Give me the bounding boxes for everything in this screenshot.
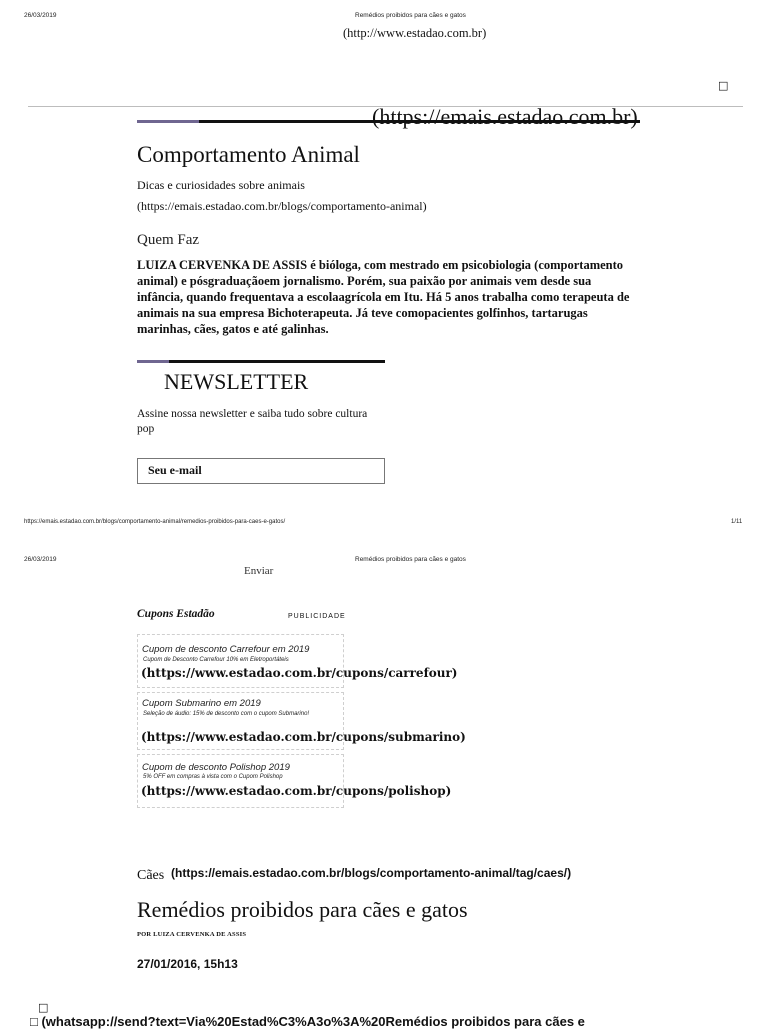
coupon-title: Cupom de desconto Polishop 2019 [142, 762, 290, 773]
coupons-heading: Cupons Estadão [137, 608, 215, 620]
coupon-link[interactable]: (https://www.estadao.com.br/cupons/submarino) [141, 730, 466, 744]
email-placeholder: Seu e-mail [148, 463, 202, 477]
newsletter-email-input[interactable] [137, 458, 385, 484]
blog-subtitle: Dicas e curiosidades sobre animais [137, 178, 305, 192]
site-url-link[interactable]: (http://www.estadao.com.br) [343, 26, 487, 40]
print-title: Remédios proibidos para cães e gatos [355, 12, 466, 19]
whatsapp-share-link[interactable]: □ (whatsapp://send?text=Via%20Estad%C3%A3o%3A%20Remédios proibidos para cães e [30, 1014, 585, 1029]
accent-bar-purple [137, 120, 199, 123]
coupon-title: Cupom de desconto Carrefour em 2019 [142, 644, 310, 655]
emais-url-link[interactable]: (https://emais.estadao.com.br) [372, 104, 638, 129]
print-title-2: Remédios proibidos para cães e gatos [355, 556, 466, 563]
send-button[interactable]: Enviar [244, 565, 274, 577]
about-heading: Quem Faz [137, 232, 200, 248]
coupon-subtitle: Seleção de áudio: 15% de desconto com o cupom Submarino! [143, 711, 310, 717]
coupon-subtitle: 5% OFF em compras à vista com o Cupom Polishop [143, 774, 283, 780]
print-page-number: 1/11 [731, 519, 743, 525]
about-text: LUIZA CERVENKA DE ASSIS é bióloga, com mestrado em psicobiologia (comportamento animal) e pósgraduaçãoem jornalismo. Porém, sua paixão por animais vem desde sua infância, quando frequentava a escolaagrícola em Itu. Há 5 anos trabalha como terapeuta de animais na sua empresa Bichoterapeuta. Já teve comopacientes golfinhos, tartarugas marinhas, cães, gatos e até galinhas. [137, 258, 630, 336]
print-footer-url: https://emais.estadao.com.br/blogs/comportamento-animal/remedios-proibidos-para-caes-e-gatos/ [24, 519, 286, 525]
blog-title[interactable]: Comportamento Animal [137, 142, 360, 167]
menu-icon[interactable]: □ [718, 79, 729, 92]
coupon-subtitle: Cupom de Desconto Carrefour 10% em Eletroportáteis [143, 657, 289, 663]
coupon-link[interactable]: (https://www.estadao.com.br/cupons/carrefour) [141, 666, 458, 680]
article-title: Remédios proibidos para cães e gatos [137, 897, 468, 922]
newsletter-accent-purple [137, 360, 169, 363]
blog-url-link[interactable]: (https://emais.estadao.com.br/blogs/comportamento-animal) [137, 199, 427, 213]
tag-label[interactable]: Cães [137, 868, 165, 883]
share-icon[interactable]: □ [38, 1001, 49, 1014]
coupon-title: Cupom Submarino em 2019 [142, 698, 261, 709]
print-date: 26/03/2019 [24, 12, 57, 19]
newsletter-accent-black [169, 360, 385, 363]
article-date: 27/01/2016, 15h13 [137, 957, 238, 971]
ad-label: PUBLICIDADE [288, 613, 346, 620]
print-date-2: 26/03/2019 [24, 556, 57, 563]
tag-url-link[interactable]: (https://emais.estadao.com.br/blogs/comportamento-animal/tag/caes/) [171, 866, 572, 880]
newsletter-heading: NEWSLETTER [164, 369, 309, 394]
article-byline[interactable]: POR LUIZA CERVENKA DE ASSIS [137, 931, 247, 938]
coupon-link[interactable]: (https://www.estadao.com.br/cupons/polishop) [141, 784, 452, 798]
newsletter-description: Assine nossa newsletter e saiba tudo sobre cultura pop [137, 408, 368, 435]
